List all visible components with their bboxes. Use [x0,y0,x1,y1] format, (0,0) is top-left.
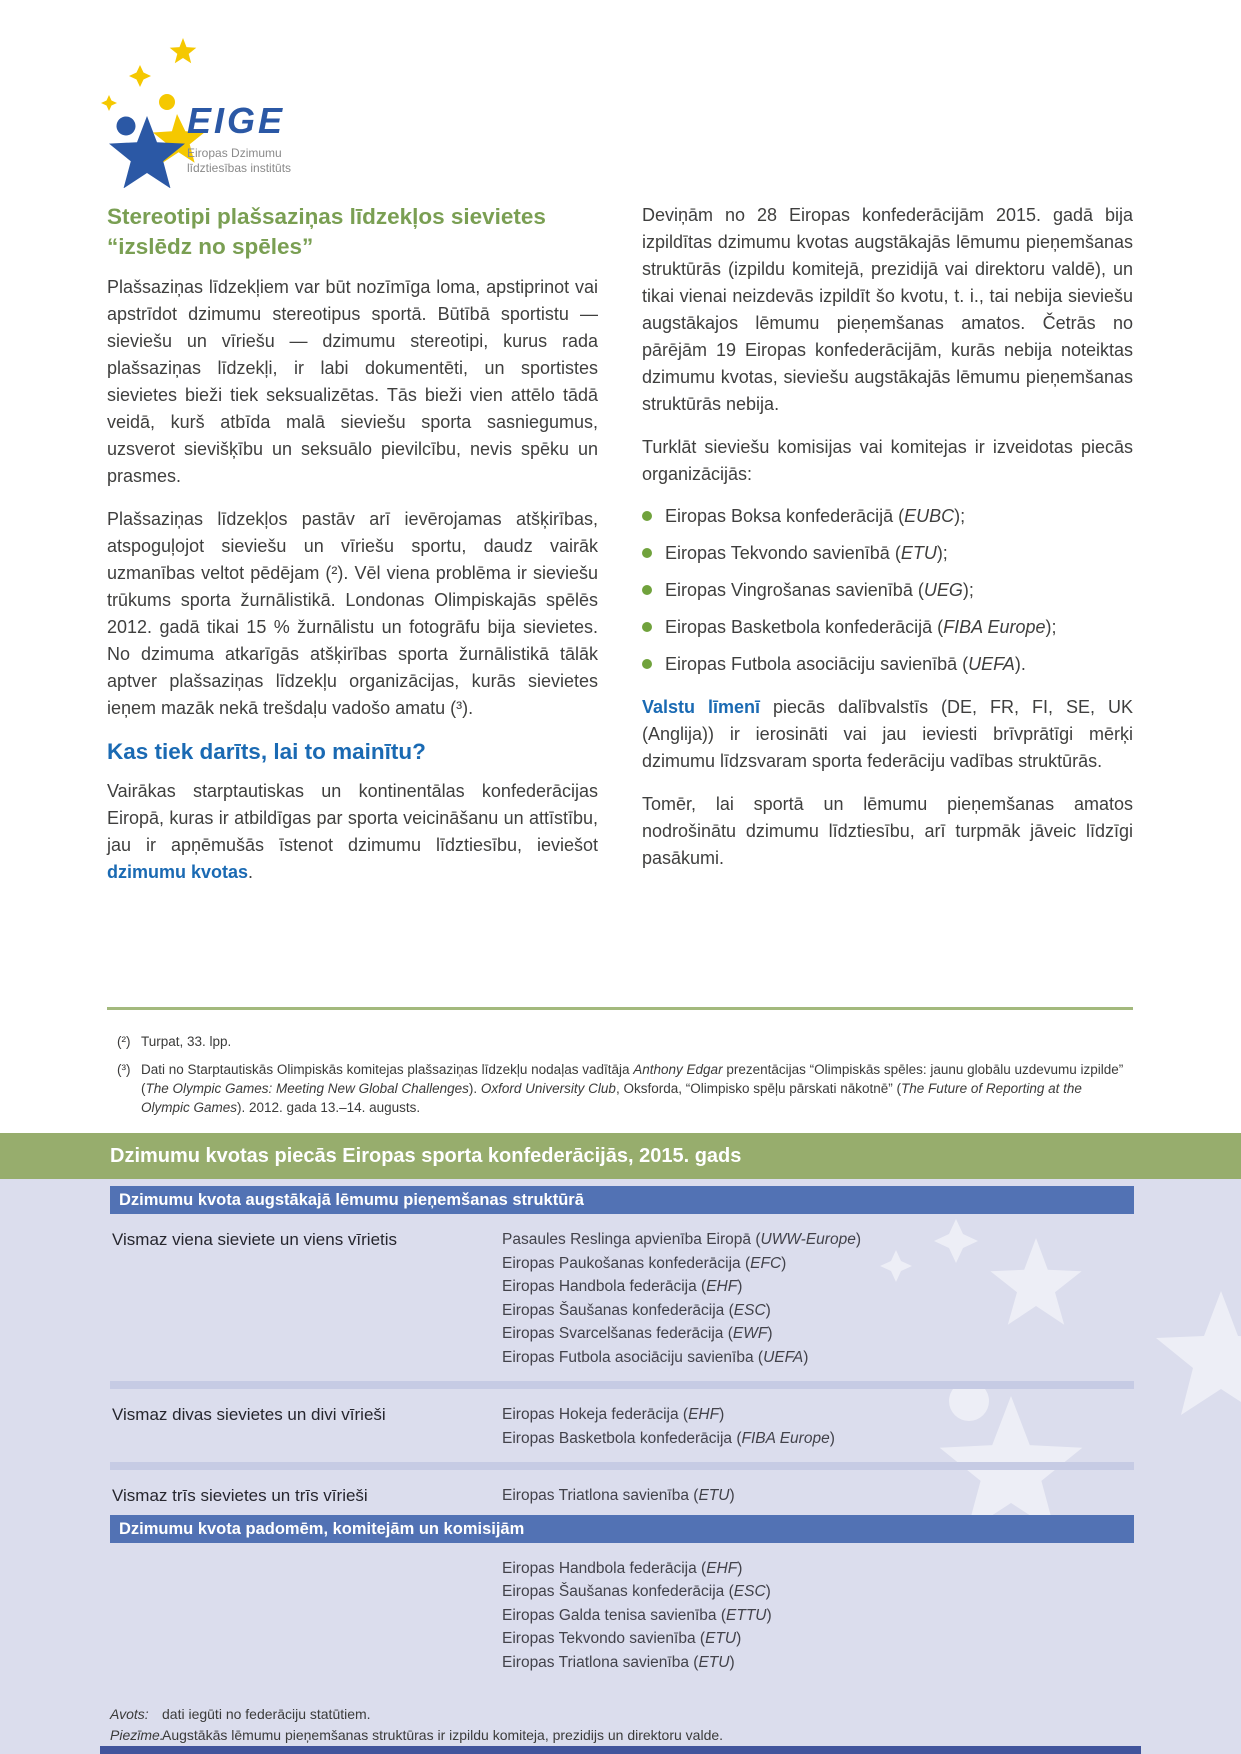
table-cell-value: Pasaules Reslinga apvienība Eiropā (UWW-Europe) [502,1231,861,1248]
row-separator [110,1381,1134,1389]
table-cell-value: Eiropas Tekvondo savienība (ETU) [502,1630,742,1647]
source-label: Avots: [110,1706,149,1722]
gender-quotas-link[interactable]: dzimumu kvotas [107,862,249,882]
footnotes [117,1032,1133,1126]
list-item: Eiropas Basketbola konfederācijā (FIBA Europe); [642,615,1133,639]
table-cell-value: Eiropas Triatlona savienība (ETU) [502,1653,735,1671]
bullet-icon [642,585,652,595]
source-note: Avots: dati iegūti no federāciju statūtiem. [110,1704,1134,1725]
star-icon [129,65,151,87]
table-cell-value: Eiropas Futbola asociāciju savienība (UEFA) [502,1348,809,1366]
remark-note: Piezīme. Augstākās lēmumu pieņemšanas struktūras ir izpildu komiteja, prezidijs un direktoru valde. [110,1725,1134,1746]
article-body [107,202,1133,902]
remark-label: Piezīme. [110,1727,164,1743]
footer-rule [100,1746,1141,1754]
row-separator [110,1462,1134,1470]
table-cell-value: Eiropas Galda tenisa savienība (ETTU) [502,1606,772,1624]
quota-table [110,1186,1134,1746]
row-values [502,1557,1134,1675]
row-label: Vismaz trīs sievietes un trīs vīrieši [112,1486,368,1505]
footnote-marker: (²) [117,1034,131,1049]
row-label: Vismaz viena sieviete un viens vīrietis [112,1230,398,1249]
list-item: Eiropas Futbola asociāciju savienībā (UEFA). [642,652,1133,676]
paragraph: Tomēr, lai sportā un lēmumu pieņemšanas amatos nodrošinātu dzimumu līdztiesību, arī turpmāk jāveic līdzīgi pasākumi. [642,794,1133,868]
bullet-icon [642,659,652,669]
paragraph: Deviņām no 28 Eiropas konfederācijām 2015. gadā bija izpildītas dzimumu kvotas augstākajās lēmumu pieņemšanas struktūrās (izpildu komitejā, prezidijā vai direktoru valdē), un tikai vienai neizdevās izpildīt šo kvotu, t. i., tai nebija sieviešu augstākajos lēmumu pieņemšanas amatos. Četrās no pārējām 19 Eiropas konfederācijām, kurās nebija noteiktas dzimumu kvotas, sieviešu augstākajās lēmumu pieņemšanas struktūrās nebija. [642,205,1133,414]
list-item: Eiropas Tekvondo savienībā (ETU); [642,541,1133,565]
left-column [107,202,598,902]
logo-subtitle: Eiropas Dzimumu līdztiesības institūts [187,146,292,175]
eige-logo [95,28,395,188]
footnote-marker: (³) [117,1062,131,1077]
table-section1-header: Dzimumu kvota augstākajā lēmumu pieņemšanas struktūrā [110,1186,1134,1214]
paragraph: Vairākas starptautiskas un kontinentālas konfederācijas Eiropā, kuras ir atbildīgas par sporta veicināšanu un attīstību, jau ir apņēmušās īstenot dzimumu līdztiesību, ieviešot dzimumu kvotas. [107,781,598,882]
member-state-level-lead: Valstu līmenī [642,697,761,717]
bullet-icon [642,548,652,558]
paragraph: Plašsaziņas līdzekļiem var būt nozīmīga loma, apstiprinot vai apstrīdot dzimumu stereotipus sportā. Būtībā sportistu — sieviešu un vīriešu — dzimumu stereotipi, kurus rada plašsaziņas līdzekļi, ir labi dokumentēti, un sportistes sievietes bieži tiek seksualizētas. Tās bieži vien attēlo tādā veidā, kurš atbīda malā sieviešu sporta sasniegumus, uzsverot sievišķību un seksuālo pievilcību, nevis spēku un prasmes. [107,277,598,486]
row-values [502,1484,1134,1508]
paragraph: Plašsaziņas līdzekļos pastāv arī ievērojamas atšķirības, atspoguļojot sieviešu un vīriešu sportu, daudz vairāk uzmanības veltot pēdējam (²). Vēl viena problēma ir sieviešu trūkums sporta žurnālistikā. Londonas Olimpiskajās spēlēs 2012. gadā tikai 15 % žurnālistu un fotogrāfu bija sievietes. No dzimuma atkarīgās atšķirības sporta žurnālistikā tālāk aptver plašsaziņas līdzekļu organizācijas, kurās sievietes ieņem mazāk nekā trešdaļu vadošo amatu (³). [107,509,598,718]
article-heading: Stereotipi plašsaziņas līdzekļos sievietes “izslēdz no spēles” [107,204,546,259]
row-values [502,1228,1134,1369]
star-icon [170,38,197,63]
star-icon [101,95,117,111]
table-notes [110,1704,1134,1746]
row-values [502,1403,1134,1450]
section-heading: Kas tiek darīts, lai to mainītu? [107,739,426,764]
footnote-2: (²) Turpat, 33. lpp. [117,1034,232,1049]
table-cell-value: Eiropas Handbola federācija (EHF) [502,1559,743,1577]
table-cell-value: Eiropas Triatlona savienība (ETU) [502,1487,735,1504]
quota-table-section [0,1133,1241,1754]
table-row [110,1214,1134,1369]
table-cell-value: Eiropas Paukošanas konfederācija (EFC) [502,1254,787,1272]
paragraph: Turklāt sieviešu komisijas vai komitejas ir izveidotas piecās organizācijās: [642,437,1133,484]
list-item: Eiropas Vingrošanas savienībā (UEG); [642,578,1133,602]
table-cell-value: Eiropas Basketbola konfederācija (FIBA Europe) [502,1429,835,1447]
table-row [110,1470,1134,1508]
footnote-3: (³) Dati no Starptautiskās Olimpiskās komitejas plašsaziņas līdzekļu nodaļas vadītāja Anthony Edgar prezentācijas “Olimpiskās spēles: jaunu globālu uzdevumu izpilde” (The Olympic Games: Meeting New Global Challenges). Oxford University Club, Oksforda, “Olimpisko spēļu pārskati nākotnē” (The Future of Reporting at the Olympic Games). 2012. gada 13.–14. augusts. [117,1062,1124,1115]
organizations-list [642,504,1133,676]
row-label: Vismaz divas sievietes un divi vīrieši [112,1405,386,1424]
blue-figure-head [117,117,136,136]
table-row [110,1389,1134,1450]
table-cell-value: Eiropas Handbola federācija (EHF) [502,1278,743,1295]
list-item: Eiropas Boksa konfederācijā (EUBC); [642,504,1133,528]
footnote-divider [107,1007,1133,1010]
paragraph: Valstu līmenī piecās dalībvalstīs (DE, FR, FI, SE, UK (Anglija)) ir ierosināti vai jau ieviesti brīvprātīgi mērķi dzimumu līdzsvaram sporta federāciju vadības struktūrās. [642,697,1133,771]
table-title: Dzimumu kvotas piecās Eiropas sporta konfederācijās, 2015. gads [0,1133,1241,1179]
table-cell-value: Eiropas Šaušanas konfederācija (ESC) [502,1583,771,1600]
bullet-icon [642,622,652,632]
table-row [110,1543,1134,1675]
table-cell-value: Eiropas Svarcelšanas federācija (EWF) [502,1325,773,1342]
row-label-empty [110,1557,502,1675]
yellow-figure-head [159,94,175,110]
logo-brand: EIGE [187,100,286,141]
table-cell-value: Eiropas Hokeja federācija (EHF) [502,1406,725,1423]
right-column [642,202,1133,902]
bullet-icon [642,511,652,521]
table-cell-value: Eiropas Šaušanas konfederācija (ESC) [502,1301,771,1319]
table-section2-header: Dzimumu kvota padomēm, komitejām un komisijām [110,1515,1134,1543]
